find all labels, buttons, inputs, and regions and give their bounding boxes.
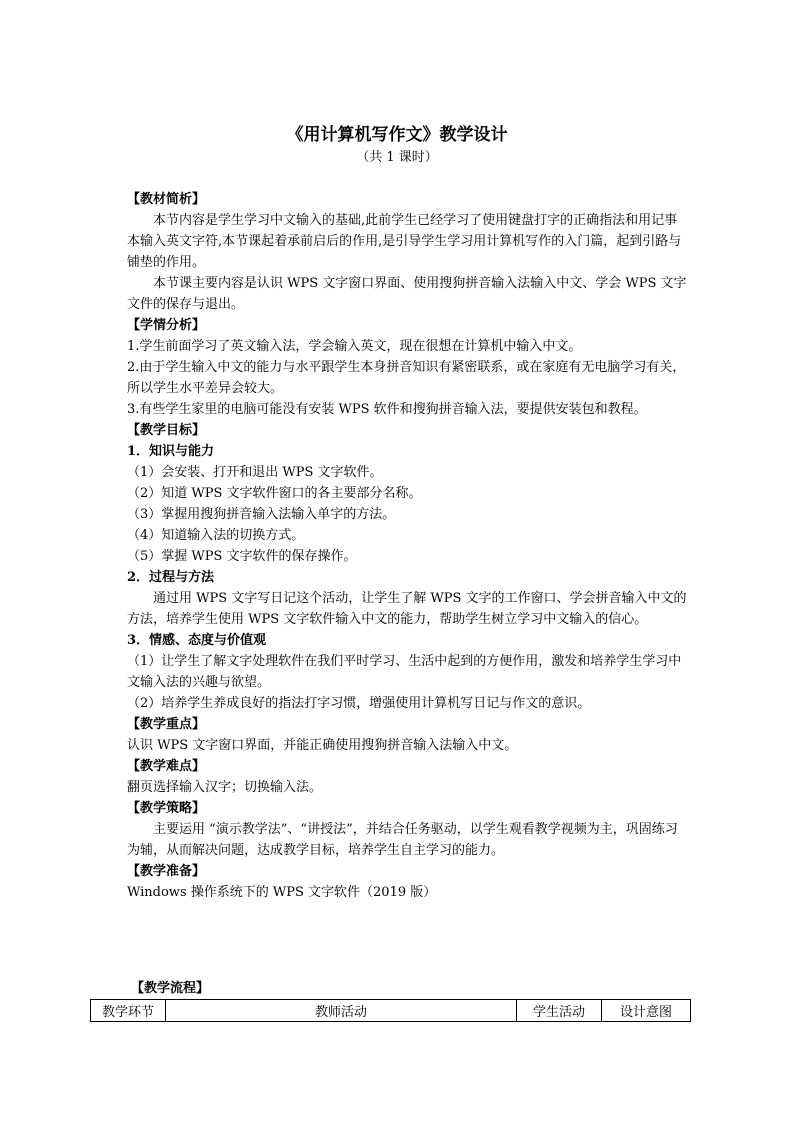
table-header-cell: 教学环节 xyxy=(91,1000,166,1022)
section-heading-textbook: 【教材简析】 xyxy=(127,192,206,207)
document-title: 《用计算机写作文》教学设计 xyxy=(286,125,508,145)
paragraph: 本节课主要内容是认识 WPS 文字窗口界面、使用搜狗拼音输入法输入中文、学会 WPS 文字文件的保存与退出。 xyxy=(127,276,687,312)
document-body xyxy=(127,189,687,903)
list-item: （2）知道 WPS 文字软件窗口的各主要部分名称。 xyxy=(127,486,422,501)
list-item: 1.学生前面学习了英文输入法，学会输入英文，现在很想在计算机中输入中文。 xyxy=(127,339,582,354)
paragraph: Windows 操作系统下的 WPS 文字软件（2019 版） xyxy=(127,885,437,900)
document-subtitle: （共 1 课时） xyxy=(356,150,438,165)
section-heading-prep: 【教学准备】 xyxy=(127,864,206,879)
list-item: （4）知道输入法的切换方式。 xyxy=(127,528,305,543)
table-header-cell: 教师活动 xyxy=(166,1000,517,1022)
paragraph: 主要运用 “演示教学法”、“讲授法”，并结合任务驱动，以学生观看教学视频为主，巩固练习为辅，从而解决问题，达成教学目标，培养学生自主学习的能力。 xyxy=(127,822,678,858)
section-heading-difficulty: 【教学难点】 xyxy=(127,759,206,774)
list-item: 2.由于学生输入中文的能力与水平跟学生本身拼音知识有紧密联系，或在家庭有无电脑学习有关，所以学生水平差异会较大。 xyxy=(127,360,686,396)
table-header-cell: 设计意图 xyxy=(602,1000,691,1022)
section-heading-key: 【教学重点】 xyxy=(127,717,206,732)
paragraph: 本节内容是学生学习中文输入的基础,此前学生已经学习了使用键盘打字的正确指法和用记事本输入英文字符,本节课起着承前启后的作用,是引导学生学习用计算机写作的入门篇，起到引路与铺垫的作用。 xyxy=(127,213,682,270)
section-heading-flow: 【教学流程】 xyxy=(131,981,210,996)
process-table xyxy=(90,999,691,1022)
list-item: （1）让学生了解文字处理软件在我们平时学习、生活中起到的方便作用，激发和培养学生学习中文输入法的兴趣与欲望。 xyxy=(127,654,682,690)
table-header-row xyxy=(91,1000,691,1022)
paragraph: 通过用 WPS 文字写日记这个活动，让学生了解 WPS 文字的工作窗口、学会拼音输入中文的方法，培养学生使用 WPS 文字软件输入中文的能力，帮助学生树立学习中文输入的信心。 xyxy=(127,591,687,627)
paragraph: 认识 WPS 文字窗口界面，并能正确使用搜狗拼音输入法输入中文。 xyxy=(127,738,518,753)
subheading: 3．情感、态度与价值观 xyxy=(127,633,267,648)
table-header-cell: 学生活动 xyxy=(517,1000,602,1022)
section-heading-students: 【学情分析】 xyxy=(127,318,206,333)
section-heading-goals: 【教学目标】 xyxy=(127,423,206,438)
subheading: 2．过程与方法 xyxy=(127,570,215,585)
list-item: （1）会安装、打开和退出 WPS 文字软件。 xyxy=(127,465,383,480)
subheading: 1．知识与能力 xyxy=(127,444,215,459)
list-item: （3）掌握用搜狗拼音输入法输入单字的方法。 xyxy=(127,507,396,522)
list-item: 3.有些学生家里的电脑可能没有安装 WPS 软件和搜狗拼音输入法，要提供安装包和教程。 xyxy=(127,402,647,417)
list-item: （5）掌握 WPS 文字软件的保存操作。 xyxy=(127,549,357,564)
list-item: （2）培养学生养成良好的指法打字习惯，增强使用计算机写日记与作文的意识。 xyxy=(127,696,591,711)
paragraph: 翻页选择输入汉字；切换输入法。 xyxy=(127,780,323,795)
section-heading-strategy: 【教学策略】 xyxy=(127,801,206,816)
